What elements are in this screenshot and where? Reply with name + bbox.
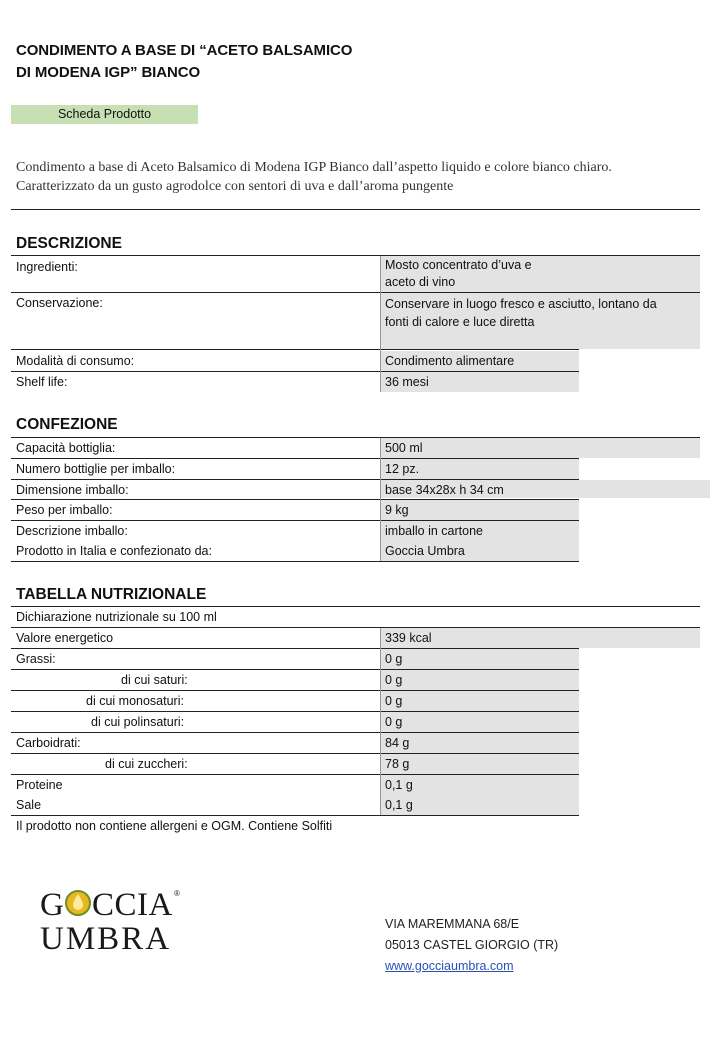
row-value: 12 pz. [385, 462, 420, 476]
row-ingredienti [11, 256, 700, 292]
row-value: 339 kcal [385, 631, 432, 645]
top-divider [11, 209, 700, 210]
nutrizionale-heading-line [11, 606, 700, 607]
row-label: Dimensione imballo: [16, 483, 129, 497]
row-label: Prodotto in Italia e confezionato da: [16, 544, 212, 558]
row-shelf-life [11, 372, 579, 392]
column-separator [380, 628, 381, 815]
registered-mark: ® [174, 889, 180, 898]
nutrition-row [11, 628, 700, 648]
nutrition-row [11, 670, 579, 690]
row-label: Modalità di consumo: [16, 354, 135, 368]
nutrition-row [11, 733, 579, 753]
row-label: Capacità bottiglia: [16, 441, 116, 455]
title-line-2: DI MODENA IGP” BIANCO [16, 64, 201, 81]
row-label: di cui polinsaturi: [91, 715, 185, 729]
row-value-conservazione-2: fonti di calore e luce diretta [385, 315, 535, 329]
row-value: 0 g [385, 652, 403, 666]
row-label: Numero bottiglie per imballo: [16, 462, 176, 476]
row-label: Sale [16, 798, 42, 812]
intro-line-2: Caratterizzato da un gusto agrodolce con sentori di uva e dall’aroma pungente [16, 179, 454, 194]
confezione-row [11, 459, 579, 479]
section-heading-confezione: CONFEZIONE [16, 416, 118, 433]
website-link[interactable]: www.gocciaumbra.com [385, 959, 514, 973]
row-value: 0 g [385, 673, 403, 687]
row-value: imballo in cartone [385, 524, 483, 538]
row-modalita [11, 351, 579, 371]
address-city: 05013 CASTEL GIORGIO (TR) [385, 938, 559, 952]
nutrition-row [11, 649, 579, 669]
row-value: 78 g [385, 757, 410, 771]
nutrition-subheading: Dichiarazione nutrizionale su 100 ml [16, 610, 217, 624]
row-label: Ingredienti: [16, 260, 78, 274]
confezione-row [11, 438, 700, 458]
row-value: Condimento alimentare [385, 354, 515, 368]
section-heading-descrizione: DESCRIZIONE [16, 235, 122, 252]
row-value: base 34x28x h 34 cm [385, 483, 504, 497]
confezione-row [11, 541, 579, 561]
row-value: 0 g [385, 715, 403, 729]
confezione-row [11, 521, 579, 541]
row-label: Peso per imballo: [16, 503, 113, 517]
product-sheet-badge: Scheda Prodotto [11, 105, 198, 124]
nutrition-row [11, 712, 579, 732]
row-value: 0,1 g [385, 798, 413, 812]
confezione-row [11, 500, 579, 520]
row-value: 36 mesi [385, 375, 429, 389]
row-label: Valore energetico [16, 631, 114, 645]
row-value: 500 ml [385, 441, 423, 455]
logo-word-1-suffix: CCIA [92, 887, 173, 923]
row-value-ingredienti-2: aceto di vino [385, 275, 456, 289]
row-value: 0,1 g [385, 778, 413, 792]
logo-graphic [40, 884, 190, 954]
row-value-ingredienti-1: Mosto concentrato d’uva e [385, 258, 532, 272]
row-divider [11, 561, 579, 562]
nutrition-row [11, 775, 579, 795]
nutrition-row [11, 754, 579, 774]
row-label: Descrizione imballo: [16, 524, 128, 538]
row-value: 84 g [385, 736, 410, 750]
row-label: Grassi: [16, 652, 56, 666]
row-label: di cui zuccheri: [105, 757, 188, 771]
intro-line-1: Condimento a base di Aceto Balsamico di Modena IGP Bianco dall’aspetto liquido e colore bianco chiaro. [16, 160, 612, 175]
row-value: Goccia Umbra [385, 544, 465, 558]
row-label: di cui monosaturi: [86, 694, 184, 708]
row-divider [11, 815, 579, 816]
intro-text [16, 158, 706, 196]
row-label: di cui saturi: [121, 673, 188, 687]
row-label: Conservazione: [16, 296, 103, 310]
column-separator [380, 256, 381, 392]
row-conservazione [11, 293, 700, 349]
page-title [16, 40, 352, 84]
confezione-row [11, 480, 710, 500]
address-street: VIA MAREMMANA 68/E [385, 917, 520, 931]
row-value: 0 g [385, 694, 403, 708]
column-separator [380, 438, 381, 561]
row-value: 9 kg [385, 503, 409, 517]
section-heading-nutrizionale: TABELLA NUTRIZIONALE [16, 586, 207, 603]
row-label: Carboidrati: [16, 736, 81, 750]
title-line-1: CONDIMENTO A BASE DI “ACETO BALSAMICO [16, 42, 353, 59]
oil-drop-icon [66, 891, 90, 915]
row-value-conservazione-1: Conservare in luogo fresco e asciutto, lontano da [385, 297, 657, 311]
row-divider [11, 349, 579, 350]
goccia-umbra-logo [40, 884, 190, 954]
logo-word-1-prefix: G [40, 887, 65, 923]
row-label: Proteine [16, 778, 63, 792]
nutrition-row [11, 795, 579, 815]
company-address [385, 914, 558, 977]
allergen-note: Il prodotto non contiene allergeni e OGM. Contiene Solfiti [16, 819, 333, 833]
row-label: Shelf life: [16, 375, 68, 389]
nutrition-row [11, 691, 579, 711]
logo-word-2: UMBRA [40, 921, 172, 954]
